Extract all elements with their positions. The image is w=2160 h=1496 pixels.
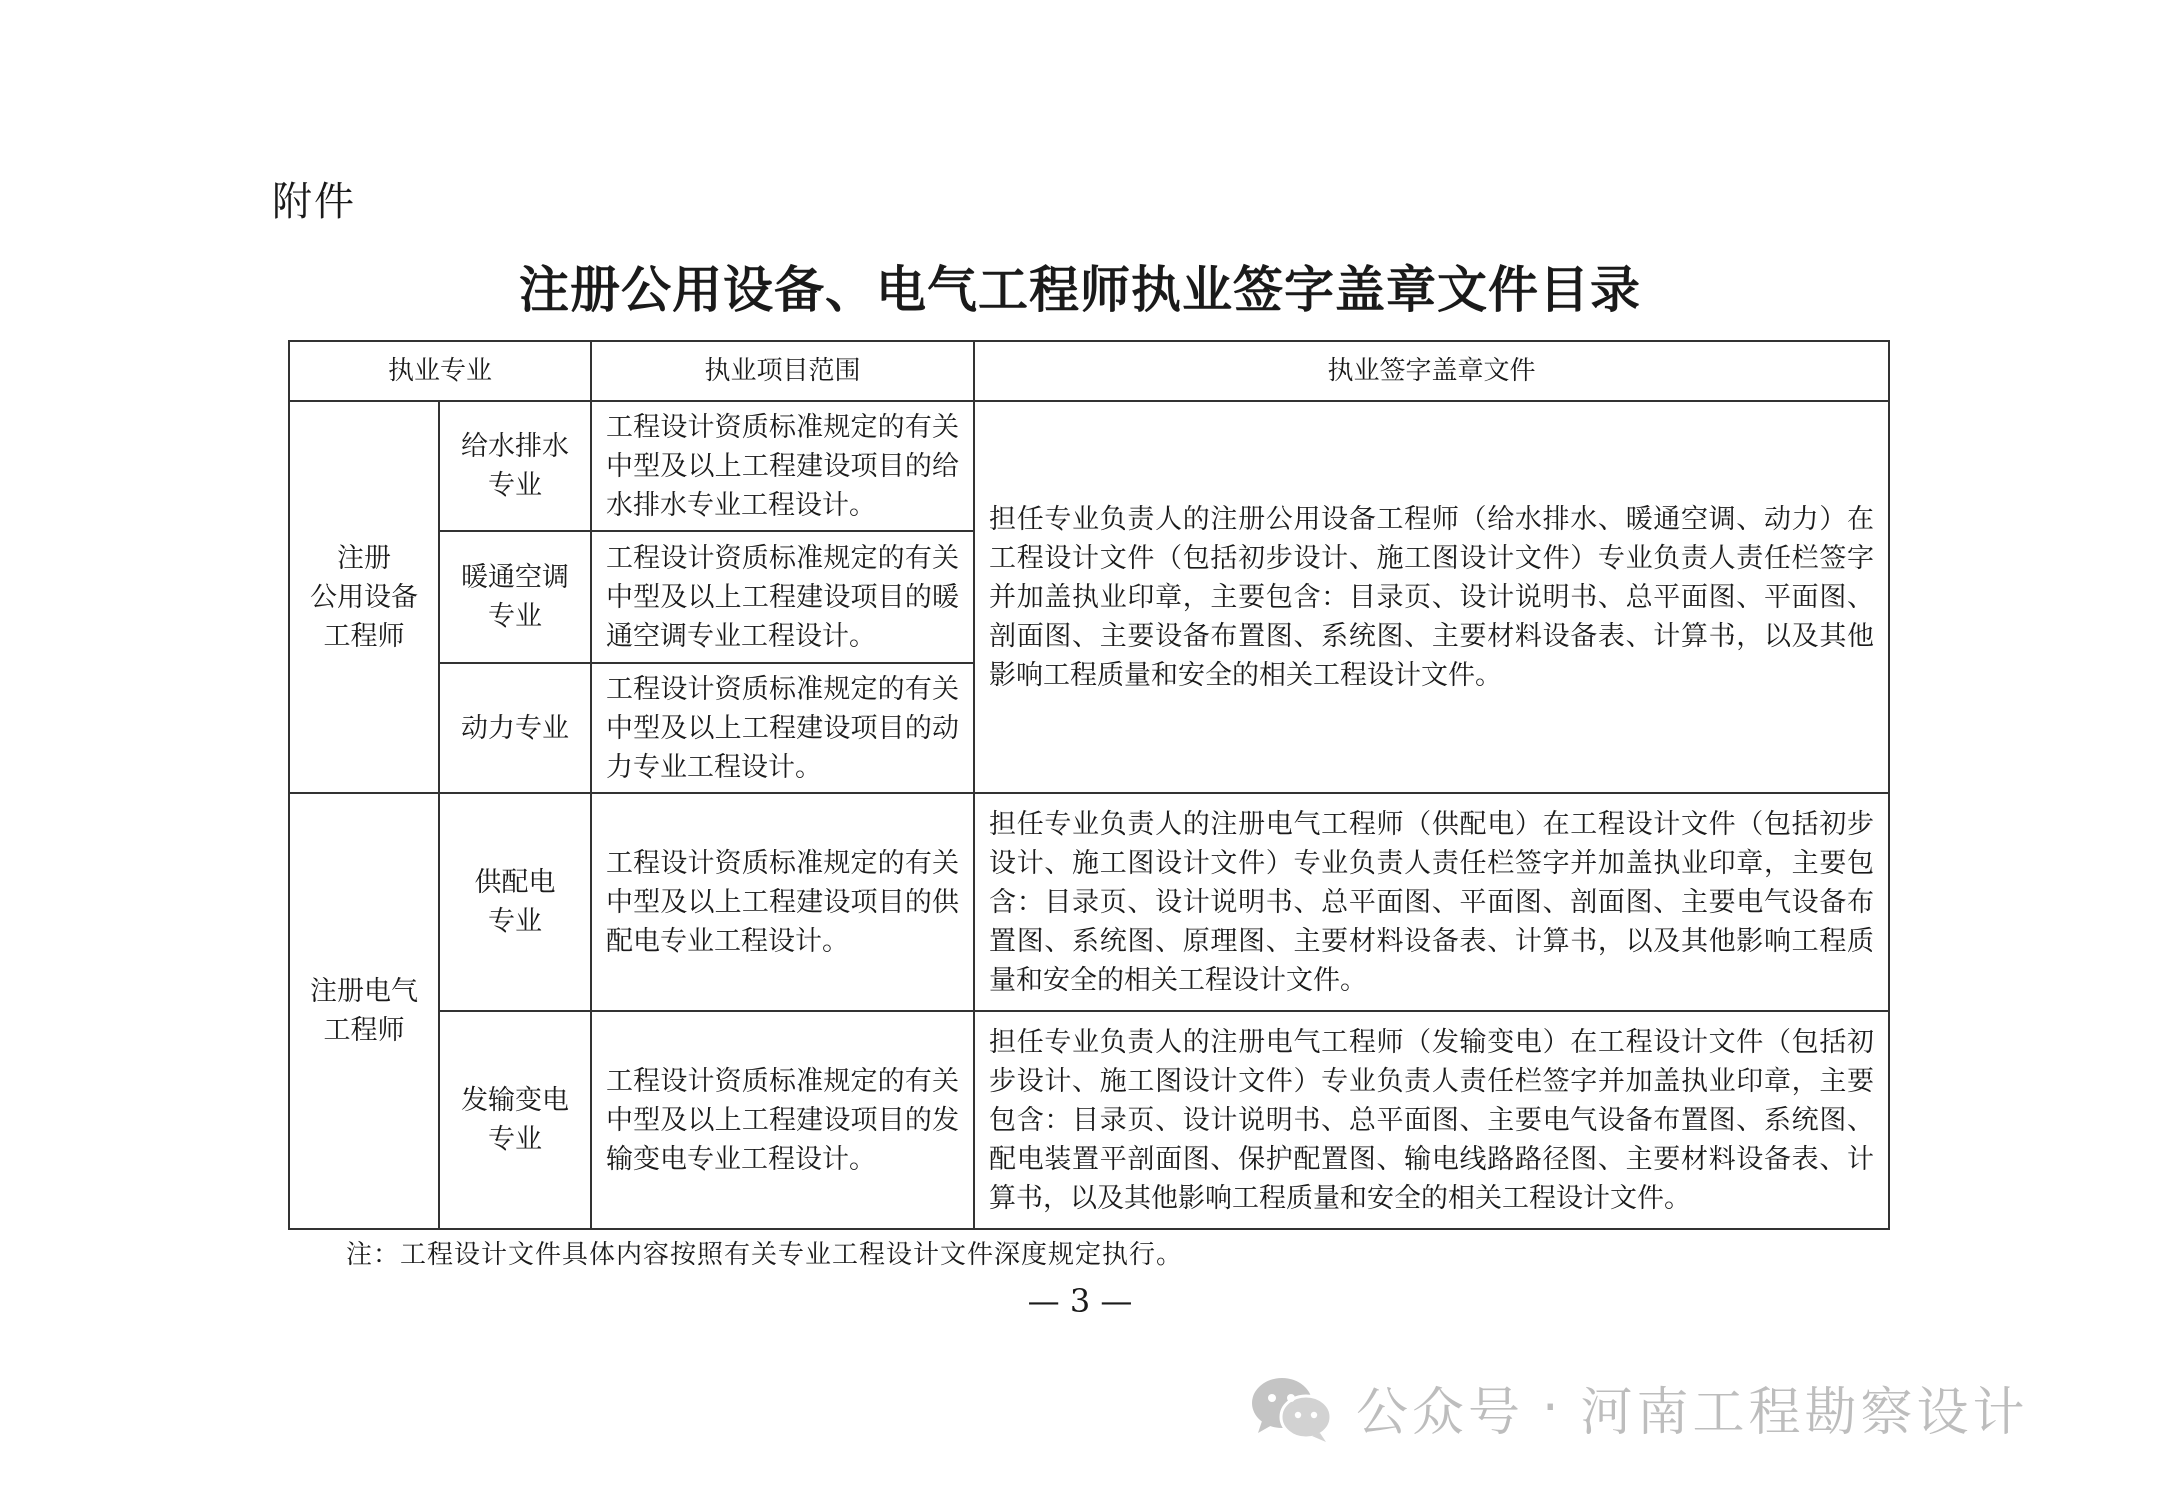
specialty-water-drainage: 给水排水 专业 (439, 401, 591, 531)
watermark-prefix: 公众号 (1356, 1383, 1525, 1443)
signature-catalog-table (288, 340, 1890, 1230)
specialty-power-supply: 供配电 专业 (439, 793, 591, 1011)
scope-power: 工程设计资质标准规定的有关中型及以上工程建设项目的动力专业工程设计。 (591, 663, 974, 793)
watermark (1248, 1370, 2029, 1445)
annex-label: 附件 (272, 179, 356, 225)
header-files: 执业签字盖章文件 (974, 341, 1889, 401)
header-profession: 执业专业 (289, 341, 591, 401)
table-row (289, 1011, 1889, 1229)
specialty-hvac: 暖通空调 专业 (439, 531, 591, 663)
files-generation-transmission: 担任专业负责人的注册电气工程师（发输变电）在工程设计文件（包括初步设计、施工图设计文件）专业负责人责任栏签字并加盖执业印章，主要包含：目录页、设计说明书、总平面图、主要电气设备布置图、系统图、配电装置平剖面图、保护配置图、输电线路路径图、主要材料设备表、计算书，以及其他影响工程质量和安全的相关工程设计文件。 (974, 1011, 1889, 1229)
scope-power-supply: 工程设计资质标准规定的有关中型及以上工程建设项目的供配电专业工程设计。 (591, 793, 974, 1011)
specialty-generation-transmission: 发输变电 专业 (439, 1011, 591, 1229)
page-number: — 3 — (1027, 1282, 1133, 1320)
table-row (289, 793, 1889, 1011)
document-title: 注册公用设备、电气工程师执业签字盖章文件目录 (519, 261, 1641, 319)
table-row (289, 401, 1889, 531)
specialty-power: 动力专业 (439, 663, 591, 793)
wechat-icon (1248, 1373, 1334, 1443)
files-utility-engineer: 担任专业负责人的注册公用设备工程师（给水排水、暖通空调、动力）在工程设计文件（包括初步设计、施工图设计文件）专业负责人责任栏签字并加盖执业印章，主要包含：目录页、设计说明书、总平面图、平面图、剖面图、主要设备布置图、系统图、主要材料设备表、计算书，以及其他影响工程质量和安全的相关工程设计文件。 (974, 401, 1889, 793)
table-note: 注：工程设计文件具体内容按照有关专业工程设计文件深度规定执行。 (346, 1240, 1184, 1270)
watermark-account: 河南工程勘察设计 (1580, 1383, 2029, 1443)
category-electrical-engineer: 注册电气 工程师 (289, 793, 439, 1229)
header-scope: 执业项目范围 (591, 341, 974, 401)
category-utility-engineer: 注册 公用设备 工程师 (289, 401, 439, 793)
scope-hvac: 工程设计资质标准规定的有关中型及以上工程建设项目的暖通空调专业工程设计。 (591, 531, 974, 663)
files-power-supply: 担任专业负责人的注册电气工程师（供配电）在工程设计文件（包括初步设计、施工图设计文件）专业负责人责任栏签字并加盖执业印章，主要包含：目录页、设计说明书、总平面图、平面图、剖面图、主要电气设备布置图、系统图、原理图、主要材料设备表、计算书，以及其他影响工程质量和安全的相关工程设计文件。 (974, 793, 1889, 1011)
scope-generation-transmission: 工程设计资质标准规定的有关中型及以上工程建设项目的发输变电专业工程设计。 (591, 1011, 974, 1229)
table-header-row (289, 341, 1889, 401)
watermark-separator: · (1542, 1377, 1563, 1438)
scope-water-drainage: 工程设计资质标准规定的有关中型及以上工程建设项目的给水排水专业工程设计。 (591, 401, 974, 531)
